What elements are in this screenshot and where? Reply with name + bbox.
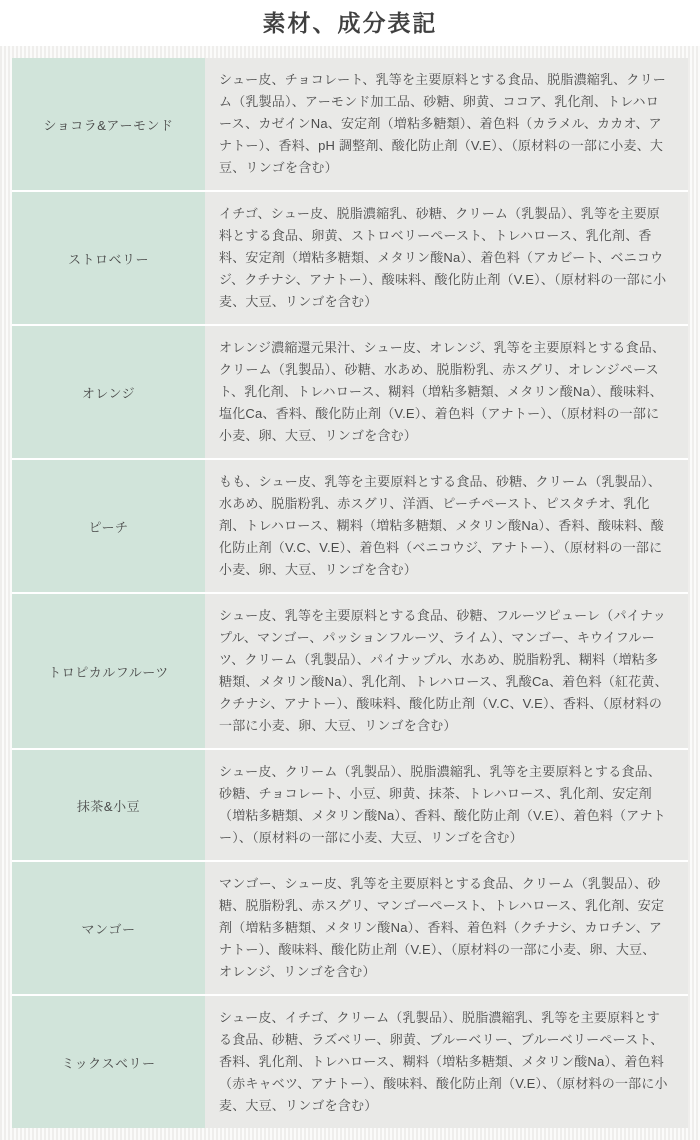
page-title: 素材、成分表記 xyxy=(262,10,438,36)
ingredients-table xyxy=(12,58,688,1128)
table-row xyxy=(12,750,688,862)
flavor-name: オレンジ xyxy=(12,326,205,458)
ingredients-text: イチゴ、シュー皮、脱脂濃縮乳、砂糖、クリーム（乳製品）、乳等を主要原料とする食品、卵黄、ストロベリーペースト、トレハロース、乳化剤、香料、安定剤（増粘多糖類、メタリン酸Na）、着色料（アカビート、ベニコウジ、クチナシ、アナトー）、酸味料、酸化防止剤（V.E）、（原材料の一部に小麦、大豆、リンゴを含む） xyxy=(205,192,688,324)
ingredients-text: マンゴー、シュー皮、乳等を主要原料とする食品、クリーム（乳製品）、砂糖、脱脂粉乳、赤スグリ、マンゴーペースト、トレハロース、乳化剤、安定剤（増粘多糖類、メタリン酸Na）、香料、着色料（クチナシ、カロチン、アナトー）、酸味料、酸化防止剤（V.E）、（原材料の一部に小麦、卵、大豆、オレンジ、リンゴを含む） xyxy=(205,862,688,994)
table-row xyxy=(12,326,688,460)
table-row xyxy=(12,58,688,192)
ingredients-text: シュー皮、クリーム（乳製品）、脱脂濃縮乳、乳等を主要原料とする食品、砂糖、チョコレート、小豆、卵黄、抹茶、トレハロース、乳化剤、安定剤（増粘多糖類、メタリン酸Na）、香料、酸化防止剤（V.E）、着色料（アナトー）、（原材料の一部に小麦、大豆、リンゴを含む） xyxy=(205,750,688,860)
table-row xyxy=(12,594,688,750)
flavor-name: マンゴー xyxy=(12,862,205,994)
table-row xyxy=(12,460,688,594)
flavor-name: トロピカルフルーツ xyxy=(12,594,205,748)
ingredients-text: シュー皮、乳等を主要原料とする食品、砂糖、フルーツピューレ（パイナップル、マンゴー、パッションフルーツ、ライム）、マンゴー、キウイフルーツ、クリーム（乳製品）、パイナップル、水あめ、脱脂粉乳、糊料（増粘多糖類、メタリン酸Na）、乳化剤、トレハロース、乳酸Ca、着色料（紅花黄、クチナシ、アナトー）、酸味料、酸化防止剤（V.C、V.E）、香料、（原材料の一部に小麦、卵、大豆、リンゴを含む） xyxy=(205,594,688,748)
table-row xyxy=(12,862,688,996)
flavor-name: 抹茶&小豆 xyxy=(12,750,205,860)
table-row xyxy=(12,996,688,1128)
flavor-name: ピーチ xyxy=(12,460,205,592)
ingredients-text: シュー皮、イチゴ、クリーム（乳製品）、脱脂濃縮乳、乳等を主要原料とする食品、砂糖、ラズベリー、卵黄、ブルーベリー、ブルーベリーペースト、香料、乳化剤、トレハロース、糊料（増粘多糖類、メタリン酸Na）、着色料（赤キャベツ、アナトー）、酸味料、酸化防止剤（V.E）、（原材料の一部に小麦、大豆、リンゴを含む） xyxy=(205,996,688,1128)
flavor-name: ミックスベリー xyxy=(12,996,205,1128)
flavor-name: ストロベリー xyxy=(12,192,205,324)
table-row xyxy=(12,192,688,326)
flavor-name: ショコラ&アーモンド xyxy=(12,58,205,190)
ingredients-text: もも、シュー皮、乳等を主要原料とする食品、砂糖、クリーム（乳製品）、水あめ、脱脂粉乳、赤スグリ、洋酒、ピーチペースト、ピスタチオ、乳化剤、トレハロース、糊料（増粘多糖類、メタリン酸Na）、香料、酸味料、酸化防止剤（V.C、V.E）、着色料（ベニコウジ、アナトー）、（原材料の一部に小麦、卵、大豆、リンゴを含む） xyxy=(205,460,688,592)
ingredients-text: シュー皮、チョコレート、乳等を主要原料とする食品、脱脂濃縮乳、クリーム（乳製品）、アーモンド加工品、砂糖、卵黄、ココア、乳化剤、トレハロース、カゼインNa、安定剤（増粘多糖類）、着色料（カラメル、カカオ、アナトー）、香料、pH 調整剤、酸化防止剤（V.E）、（原材料の一部に小麦、大豆、リンゴを含む） xyxy=(205,58,688,190)
striped-background xyxy=(0,46,700,1140)
ingredients-text: オレンジ濃縮還元果汁、シュー皮、オレンジ、乳等を主要原料とする食品、クリーム（乳製品）、砂糖、水あめ、脱脂粉乳、赤スグリ、オレンジペースト、乳化剤、トレハロース、糊料（増粘多糖類、メタリン酸Na）、酸味料、塩化Ca、香料、酸化防止剤（V.E）、着色料（アナトー）、（原材料の一部に小麦、卵、大豆、リンゴを含む） xyxy=(205,326,688,458)
title-band xyxy=(0,0,700,46)
